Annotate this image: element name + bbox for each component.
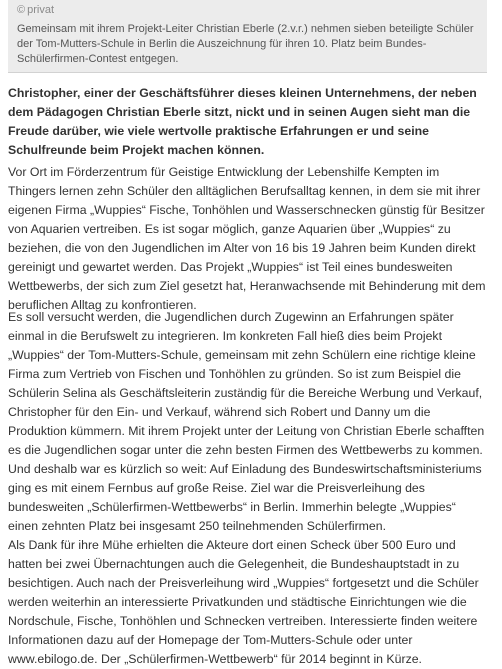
photo-credit-text: privat: [27, 4, 55, 16]
article-paragraph-1: Vor Ort im Förderzentrum für Geistige Entwicklung der Lebenshilfe Kempten im Thingers lernen zehn Schüler den alltäglichen Berufsalltag kennen, in dem sie mit ihrer eigenen Firma „Wuppies“ Fische, Tonhöhlen und Wasserschnecken günstig für Besitzer von Aquarien vertreiben. Es ist sogar möglich, ganze Aquarien über „Wuppies“ zu beziehen, die von den Jugendlichen im Alter von 16 bis 19 Jahren beim Kunden direkt gereinigt und gewartet werden. Das Projekt „Wuppies“ ist Teil eines bundesweiten Wettbewerbs, der sich zum Ziel gesetzt hat, Heranwachsende mit Behinderung mit dem beruflichen Alltag zu konfrontieren.: [8, 165, 486, 312]
image-caption-box: [8, 0, 487, 73]
copyright-icon: ©: [17, 4, 26, 16]
article-lead: Christopher, einer der Geschäftsführer dieses kleinen Unternehmens, der neben dem Pädagogen Christian Eberle sitzt, nickt und in seinen Augen sieht man die Freude darüber, wie viele wertvolle praktische Erfahrungen er und seine Schulfreunde beim Projekt machen können.: [8, 86, 477, 157]
article-paragraph-2: Es soll versucht werden, die Jugendlichen durch Zugewinn an Erfahrungen später einmal in die Berufswelt zu integrieren. Im konkreten Fall hieß dies beim Projekt „Wuppies“ der Tom-Mutters-Schule, gemeinsam mit zehn Schülern eine richtige kleine Firma zum Vertrieb von Fischen und Tonhöhlen zu gründen. So ist zum Beispiel die Schülerin Selina als Geschäftsleiterin zuständig für die Bereiche Werbung und Verkauf, Christopher für den Ein- und Verkauf, während sich Robert und Danny um die Produktion kümmern. Mit ihrem Projekt unter der Leitung von Christian Eberle schafften es die Jugendlichen sogar unter die zehn besten Firmen des Wettbewerbs zu kommen. Und deshalb war es kürzlich so weit: Auf Einladung des Bundeswirtschaftsministeriums ging es mit einem Fernbus auf große Reise. Ziel war die Preisverleihung des bundesweiten „Schülerfirmen-Wettbewerbs“ in Berlin. Immerhin belegte „Wuppies“ einen zehnten Platz bei insgesamt 250 teilnehmenden Schülerfirmen.: [8, 310, 485, 533]
image-caption-text: Gemeinsam mit ihrem Projekt-Leiter Christian Eberle (2.v.r.) nehmen sieben beteiligte Schüler der Tom-Mutters-Schule in Berlin die Auszeichnung für ihren 10. Platz beim Bundes-Schülerfirmen-Contest entgegen.: [17, 23, 474, 65]
photo-credit: [17, 4, 54, 17]
article-paragraph-3: Als Dank für ihre Mühe erhielten die Akteure dort einen Scheck über 500 Euro und hatten bei zwei Übernachtungen auch die Gelegenheit, die Bundeshauptstadt in zu besichtigen. Auch nach der Preisverleihung wird „Wuppies“ fortgesetzt und die Schüler werden weiterhin an interessierte Privatkunden und städtische Einrichtungen wie die Nordschule, Fische, Tonhöhlen und Schnecken vertreiben. Interessierte finden weitere Informationen dazu auf der Homepage der Tom-Mutters-Schule oder unter www.ebilogo.de. Der „Schülerfirmen-Wettbewerb“ für 2014 beginnt in Kürze.: [8, 538, 479, 666]
